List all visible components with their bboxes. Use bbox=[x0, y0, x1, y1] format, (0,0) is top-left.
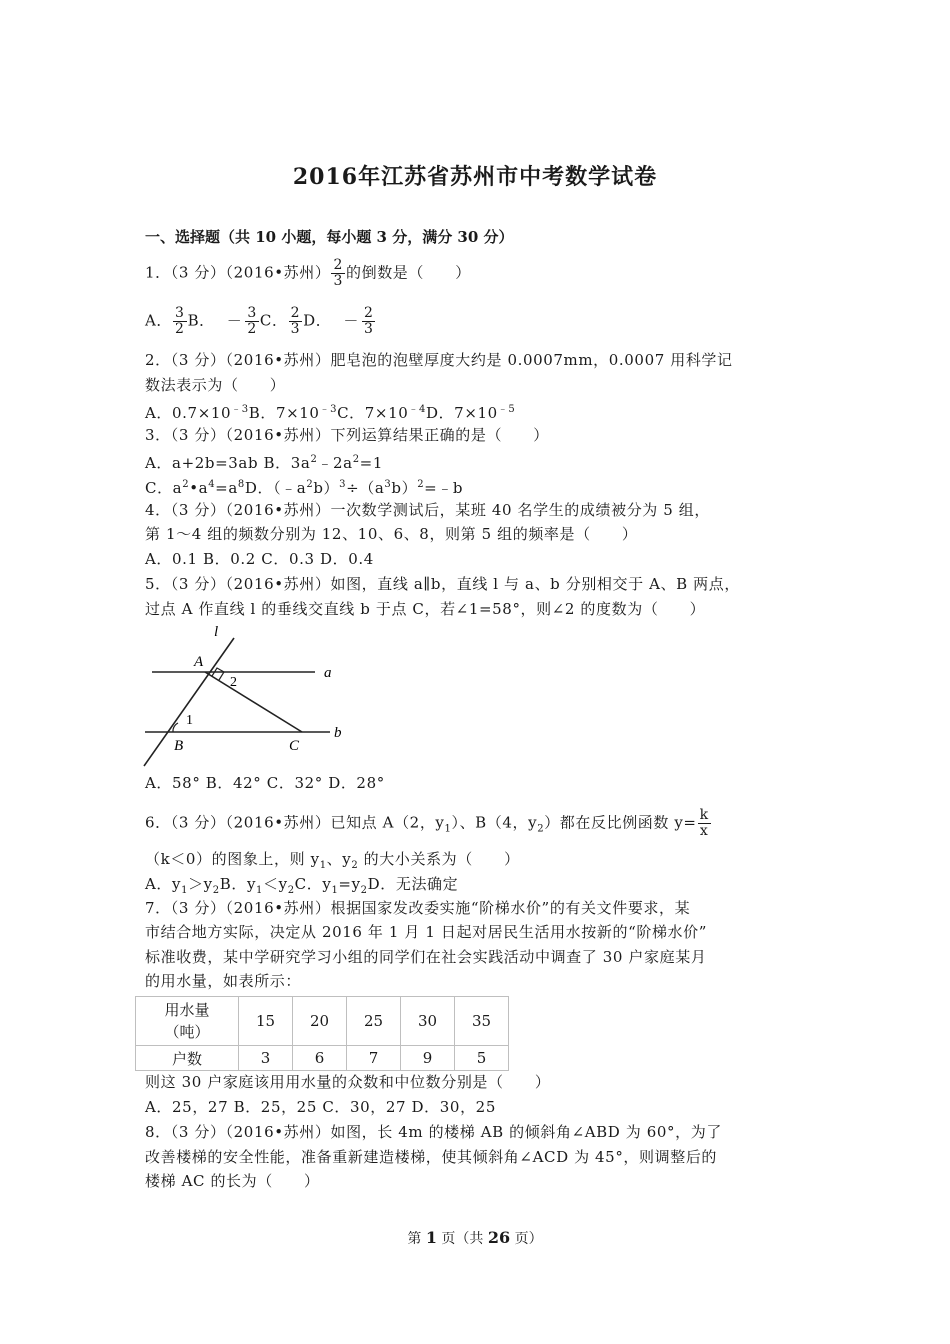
question-3-options-cd bbox=[145, 475, 463, 498]
table-header-households: 户数 bbox=[136, 1046, 239, 1071]
label-C: C bbox=[289, 738, 300, 754]
q1-d-den: 3 bbox=[363, 321, 374, 337]
page-title: 2016年江苏省苏州市中考数学试卷 bbox=[292, 164, 658, 190]
q3-text: b） bbox=[313, 479, 340, 497]
q3-text: =a bbox=[215, 479, 238, 497]
q1-b-minus: － bbox=[226, 311, 243, 330]
q3-text: =﹣b bbox=[424, 479, 464, 497]
question-3-line-1: 3．（3 分）（2016•苏州）下列运算结果正确的是（ ） bbox=[145, 426, 549, 444]
page-number: 1 bbox=[425, 1228, 437, 1247]
question-8-line-3: 楼梯 AC 的长为（ ） bbox=[145, 1172, 320, 1190]
q6-sub: 2 bbox=[537, 823, 545, 835]
q1-b-num: 3 bbox=[247, 305, 257, 321]
q6-sub: 1 bbox=[444, 823, 452, 835]
q2-c-exp: ﹣4 bbox=[408, 404, 426, 415]
table-row bbox=[136, 997, 509, 1046]
q6-sub: 1 bbox=[256, 885, 264, 896]
footer-text: 页） bbox=[510, 1231, 543, 1247]
q1-d-minus: － bbox=[343, 311, 359, 330]
label-B: B bbox=[174, 738, 184, 754]
question-7-line-1: 7．（3 分）（2016•苏州）根据国家发改委实施“阶梯水价”的有关文件要求，某 bbox=[145, 899, 691, 917]
question-2-options bbox=[145, 400, 515, 423]
q1-opt-d: D． bbox=[303, 311, 332, 330]
q3-sup: 2 bbox=[352, 454, 360, 465]
q1-opt-c: C． bbox=[259, 311, 288, 330]
q2-opt-a: A．0.7×10 bbox=[145, 404, 232, 422]
question-4-line-1: 4．（3 分）（2016•苏州）一次数学测试后，某班 40 名学生的成绩被分为 5 组， bbox=[145, 501, 710, 519]
q6-sub: 1 bbox=[331, 885, 339, 896]
table-cell: 15 bbox=[239, 997, 293, 1046]
q3-opt-c: C．a bbox=[145, 479, 183, 497]
q6-text: ）都在反比例函数 y= bbox=[544, 813, 697, 832]
q3-sup: 3 bbox=[384, 479, 392, 490]
question-3-options-ab bbox=[145, 450, 383, 473]
q2-d-exp: ﹣5 bbox=[497, 404, 516, 415]
q3-text: =1 bbox=[359, 454, 383, 472]
q1-b-den: 2 bbox=[247, 321, 257, 337]
q1-opt-a: A． bbox=[145, 311, 173, 330]
q6-text: ）、B（4，y bbox=[451, 813, 538, 832]
label-A: A bbox=[194, 654, 204, 670]
q1-frac-den: 3 bbox=[333, 273, 343, 289]
q2-a-exp: ﹣3 bbox=[231, 404, 249, 415]
q6-text: =y bbox=[338, 875, 361, 893]
table-cell: 30 bbox=[401, 997, 455, 1046]
footer-text: 第 bbox=[407, 1231, 426, 1247]
table-cell: 5 bbox=[455, 1046, 509, 1071]
q6-text: 、y bbox=[326, 850, 352, 868]
q3-sup: 2 bbox=[182, 479, 190, 490]
q6-sub: 1 bbox=[181, 885, 189, 896]
q1-d-num: 2 bbox=[363, 305, 374, 321]
q6-sub: 2 bbox=[351, 860, 359, 871]
q3-opt-d: D．（﹣a bbox=[244, 479, 307, 497]
question-7-line-5: 则这 30 户家庭该用用水量的众数和中位数分别是（ ） bbox=[145, 1073, 551, 1091]
table-cell: 25 bbox=[347, 997, 401, 1046]
question-4-line-2: 第 1～4 组的频数分别为 12、10、6、8，则第 5 组的频率是（ ） bbox=[145, 525, 638, 543]
question-8-line-2: 改善楼梯的安全性能，准备重新建造楼梯，使其倾斜角∠ACD 为 45°，则调整后的 bbox=[145, 1148, 718, 1166]
q1-fraction bbox=[331, 258, 345, 289]
q1-suffix: 的倒数是（ ） bbox=[346, 263, 471, 282]
table-row bbox=[136, 1046, 509, 1071]
label-a: a bbox=[324, 665, 332, 681]
page-footer bbox=[0, 1228, 950, 1248]
line-ac bbox=[205, 672, 302, 732]
q1-c-fraction bbox=[289, 306, 303, 337]
table-cell: 7 bbox=[347, 1046, 401, 1071]
question-2-line-1: 2．（3 分）（2016•苏州）肥皂泡的泡壁厚度大约是 0.0007mm，0.0007 用科学记 bbox=[145, 351, 733, 369]
header-line: （吨） bbox=[164, 1023, 210, 1041]
label-angle-2: 2 bbox=[230, 675, 237, 690]
q1-b-fraction bbox=[245, 306, 259, 337]
question-7-line-4: 的用水量，如表所示： bbox=[145, 972, 302, 990]
q2-opt-b: B．7×10 bbox=[248, 404, 320, 422]
q6-text: （k＜0）的图象上，则 y bbox=[145, 850, 320, 868]
parallel-lines-figure bbox=[140, 622, 350, 770]
q1-frac-num: 2 bbox=[333, 257, 343, 273]
q6-opt-c: C．y bbox=[294, 875, 332, 893]
q1-a-fraction bbox=[173, 306, 187, 337]
question-1 bbox=[145, 258, 471, 289]
question-7-line-2: 市结合地方实际，决定从 2016 年 1 月 1 日起对居民生活用水按新的“阶梯水价” bbox=[145, 923, 708, 941]
question-5-line-2: 过点 A 作直线 l 的垂线交直线 b 于点 C，若∠1=58°，则∠2 的度数为（ ） bbox=[145, 600, 706, 618]
page-total: 26 bbox=[487, 1228, 511, 1247]
line-l bbox=[144, 638, 234, 766]
q6-text: 的大小关系为（ ） bbox=[358, 850, 520, 868]
question-7-line-3: 标准收费，某中学研究学习小组的同学们在社会实践活动中调查了 30 户家庭某月 bbox=[145, 948, 707, 966]
q6-frac-den: x bbox=[699, 823, 709, 839]
q3-sup: 2 bbox=[310, 454, 318, 465]
question-5-options: A．58° B．42° C．32° D．28° bbox=[145, 774, 385, 792]
q1-c-num: 2 bbox=[290, 305, 301, 321]
table-cell: 35 bbox=[455, 997, 509, 1046]
table-cell: 9 bbox=[401, 1046, 455, 1071]
q1-a-num: 3 bbox=[175, 305, 185, 321]
q6-text: 6．（3 分）（2016•苏州）已知点 A（2，y bbox=[145, 813, 445, 832]
question-6-line-1 bbox=[145, 808, 712, 840]
section-heading: 一、选择题（共 10 小题，每小题 3 分，满分 30 分） bbox=[145, 228, 514, 246]
q3-sup: 3 bbox=[339, 479, 347, 490]
label-b: b bbox=[334, 725, 342, 741]
table-cell: 3 bbox=[239, 1046, 293, 1071]
q6-sub: 2 bbox=[360, 885, 368, 896]
q2-opt-d: D．7×10 bbox=[425, 404, 498, 422]
q6-opt-b: B．y bbox=[219, 875, 257, 893]
question-6-line-2 bbox=[145, 849, 520, 876]
footer-text: 页（共 bbox=[436, 1231, 488, 1247]
question-8-line-1: 8．（3 分）（2016•苏州）如图，长 4m 的楼梯 AB 的倾斜角∠ABD 为 60°，为了 bbox=[145, 1123, 722, 1141]
q3-sup: 4 bbox=[208, 479, 216, 490]
q2-b-exp: ﹣3 bbox=[319, 404, 338, 415]
q3-text: ﹣2a bbox=[317, 454, 353, 472]
q3-sup: 8 bbox=[237, 479, 245, 490]
question-5-line-1: 5．（3 分）（2016•苏州）如图，直线 a∥b，直线 l 与 a、b 分别相交于 A、B 两点， bbox=[145, 575, 740, 593]
q1-a-den: 2 bbox=[175, 321, 185, 337]
q3-text: ÷（a bbox=[346, 479, 385, 497]
q6-sub: 2 bbox=[287, 885, 295, 896]
question-7-options: A．25，27 B．25，25 C．30，27 D．30，25 bbox=[145, 1098, 496, 1116]
q6-opt-a: A．y bbox=[145, 875, 182, 893]
q1-opt-b: B． bbox=[187, 311, 215, 330]
q3-opt-ab: A．a+2b=3ab B．3a bbox=[145, 454, 311, 472]
table-cell: 6 bbox=[293, 1046, 347, 1071]
q6-text: ＜y bbox=[263, 875, 288, 893]
table-cell: 20 bbox=[293, 997, 347, 1046]
label-l: l bbox=[214, 624, 219, 640]
q3-sup: 2 bbox=[417, 479, 425, 490]
q6-frac-num: k bbox=[699, 807, 709, 823]
question-4-options: A．0.1 B．0.2 C．0.3 D．0.4 bbox=[145, 550, 374, 568]
q6-fraction bbox=[698, 808, 711, 839]
question-2-line-2: 数法表示为（ ） bbox=[145, 376, 286, 394]
q2-opt-c: C．7×10 bbox=[337, 404, 409, 422]
question-6-options bbox=[145, 874, 458, 901]
q3-text: b） bbox=[391, 479, 418, 497]
q3-sup: 2 bbox=[306, 479, 314, 490]
q1-d-fraction bbox=[362, 306, 376, 337]
q6-sub: 1 bbox=[319, 860, 327, 871]
q1-prefix: 1．（3 分）（2016•苏州） bbox=[145, 263, 331, 282]
q3-text: •a bbox=[189, 479, 209, 497]
header-line: 用水量 bbox=[164, 1001, 210, 1019]
water-usage-table bbox=[135, 996, 509, 1071]
question-1-options bbox=[145, 306, 376, 337]
table-header-usage bbox=[136, 997, 239, 1046]
q1-c-den: 3 bbox=[290, 321, 301, 337]
q6-sub: 2 bbox=[212, 885, 220, 896]
q6-opt-d: D．无法确定 bbox=[367, 875, 459, 893]
q6-text: ＞y bbox=[188, 875, 213, 893]
label-angle-1: 1 bbox=[186, 713, 193, 728]
